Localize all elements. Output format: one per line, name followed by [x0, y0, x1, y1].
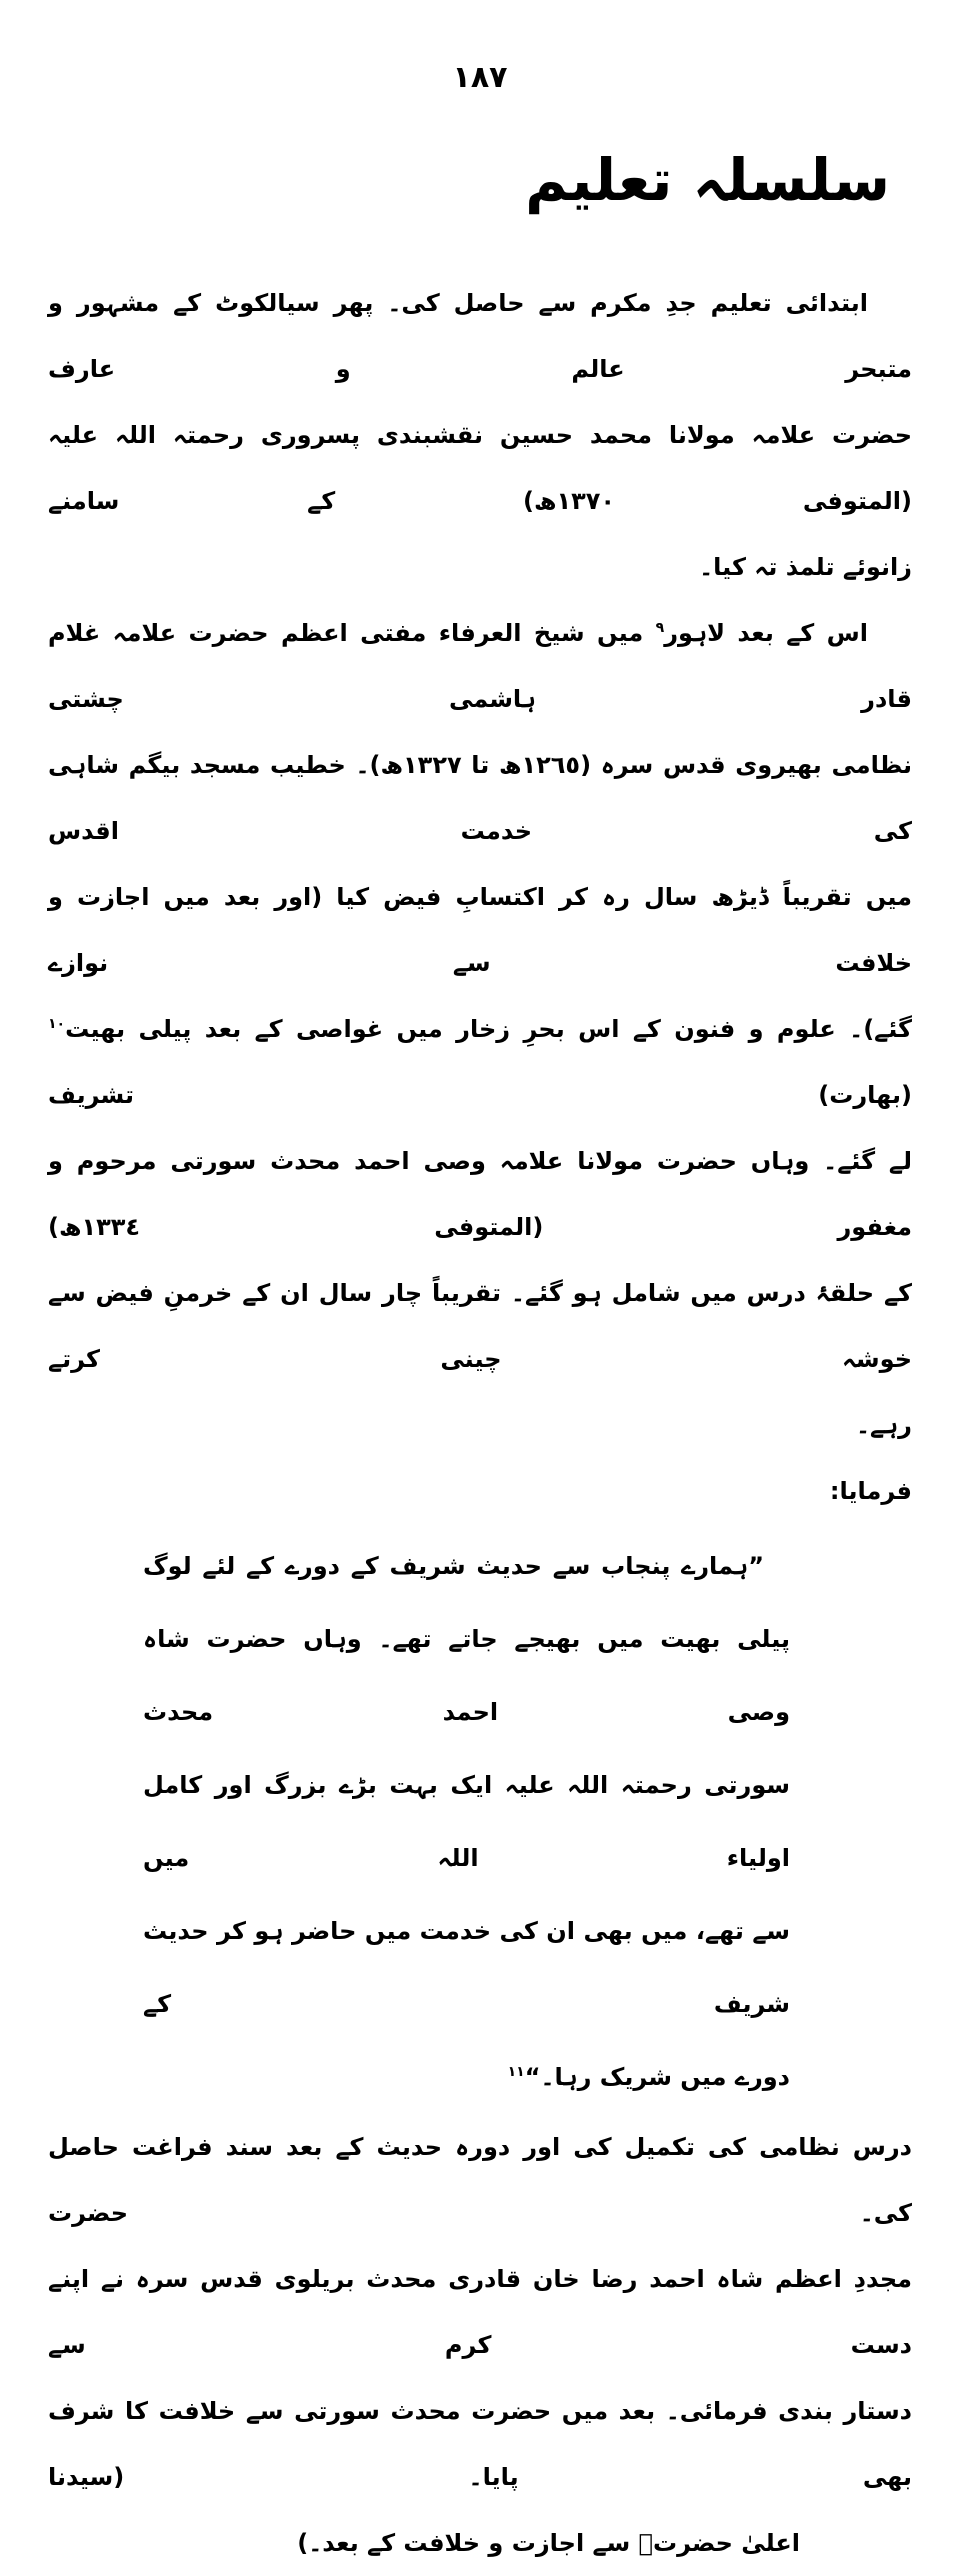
closing-note-line: اعلیٰ حضرتؒ سے اجازت و خلافت کے بعد۔) — [297, 2529, 800, 2557]
text-segment: میں شیخ العرفاء مفتی اعظم حضرت علامہ غلام قادر ہاشمی چشتی — [48, 619, 912, 713]
text-segment: گئے)۔ علوم و فنون کے اس بحرِ زخار میں غواصی کے بعد پیلی بھیت — [65, 1015, 912, 1043]
paragraph-completion — [48, 2114, 912, 2576]
section-heading: سلسلہ تعلیم — [525, 146, 890, 214]
text-line — [48, 600, 912, 732]
text-line: میں تقریباً ڈیڑھ سال رہ کر اکتسابِ فیض کیا (اور بعد میں اجازت و خلافت سے نوازے — [48, 883, 912, 977]
quote-line: سورتی رحمتہ اللہ علیہ ایک بہت بڑے بزرگ اور کامل اولیاء اللہ میں — [143, 1771, 790, 1872]
text-line: ابتدائی تعلیم جدِ مکرم سے حاصل کی۔ پھر سیالکوٹ کے مشہور و متبحر عالم و عارف — [48, 289, 912, 383]
farmaya-label: فرمایا: — [829, 1477, 912, 1505]
text-line — [48, 996, 912, 1128]
text-segment: (بھارت) تشریف — [48, 1081, 912, 1109]
text-line: دستار بندی فرمائی۔ بعد میں حضرت محدث سورتی سے خلافت کا شرف بھی پایا۔ (سیدنا — [48, 2397, 912, 2491]
text-line: رہے۔ — [855, 1411, 912, 1439]
footnote-marker: ٩ — [655, 620, 665, 636]
text-line: زانوئے تلمذ تہ کیا۔ — [699, 553, 912, 581]
text-line: حضرت علامہ مولانا محمد حسین نقشبندی پسروری رحمتہ اللہ علیہ (المتوفی ١٣٧٠ھ) کے سامنے — [48, 421, 912, 515]
quote-line — [143, 2041, 790, 2114]
quotation-block — [143, 1530, 790, 2114]
text-line: نظامی بھیروی قدس سرہ (١٢٦٥ھ تا ١٣٢٧ھ)۔ خطیب مسجد بیگم شاہی کی خدمت اقدس — [48, 751, 912, 845]
text-line: کے حلقۂ درس میں شامل ہو گئے۔ تقریباً چار سال ان کے خرمنِ فیض سے خوشہ چینی کرتے — [48, 1279, 912, 1373]
page-number: ١٨٧ — [452, 60, 508, 95]
footnote-marker: ١٠ — [48, 1016, 66, 1032]
paragraph-lahore-study — [48, 600, 912, 1524]
text-segment: دورے میں شریک رہا۔“ — [524, 2063, 790, 2091]
text-segment: اس کے بعد لاہور — [664, 619, 868, 647]
text-line: مجددِ اعظم شاہ احمد رضا خان قادری محدث بریلوی قدس سرہ نے اپنے دست کرم سے — [48, 2265, 912, 2359]
text-line: درس نظامی کی تکمیل کی اور دورہ حدیث کے بعد سند فراغت حاصل کی۔ حضرت — [48, 2133, 912, 2227]
quote-line: سے تھے، میں بھی ان کی خدمت میں حاضر ہو کر حدیث شریف کے — [143, 1917, 790, 2018]
footnote-marker: ١١ — [507, 2064, 525, 2080]
quote-line: پیلی بھیت میں بھیجے جاتے تھے۔ وہاں حضرت شاہ وصی احمد محدث — [143, 1625, 790, 1726]
text-line: لے گئے۔ وہاں حضرت مولانا علامہ وصی احمد محدث سورتی مرحوم و مغفور (المتوفی ١٣٣٤ھ) — [48, 1147, 912, 1241]
paragraph-education-start — [48, 270, 912, 600]
quote-line: ”ہمارے پنجاب سے حدیث شریف کے دورے کے لئے لوگ — [143, 1552, 764, 1580]
